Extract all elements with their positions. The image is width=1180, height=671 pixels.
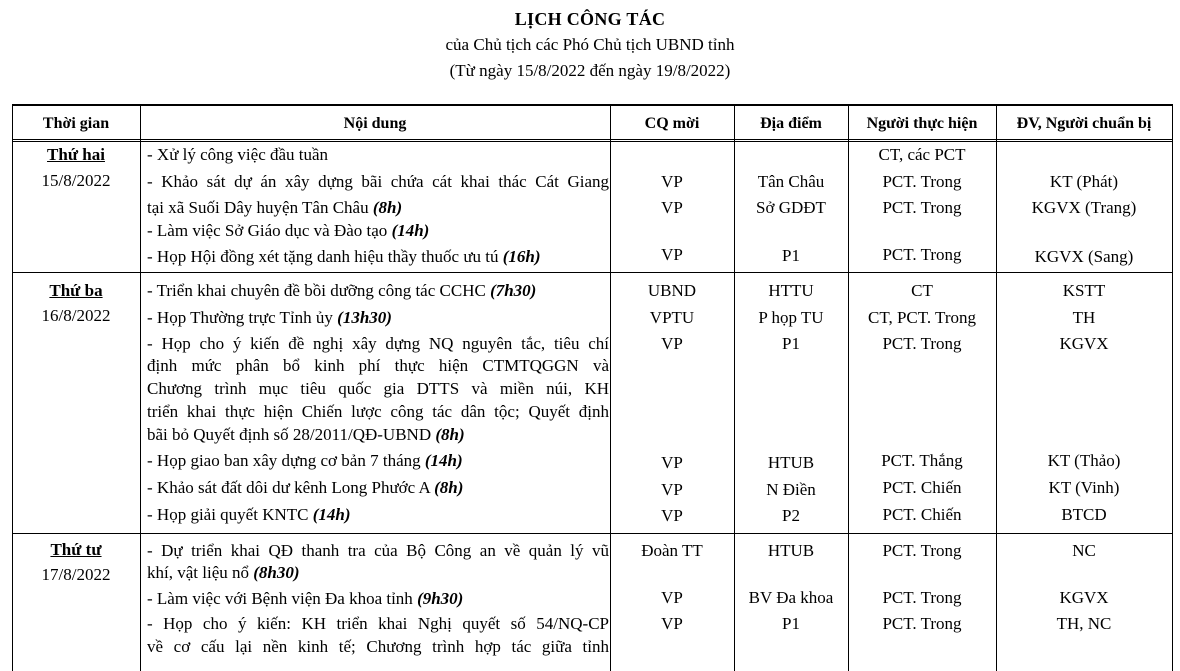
location-cell: P1 (782, 334, 800, 353)
preparer-cell: TH, NC (1056, 614, 1112, 633)
task-time: (8h30) (253, 563, 300, 582)
task-time: (8h) (434, 478, 464, 497)
task-text: - Triển khai chuyên đề bồi dưỡng công tác CCHC (147, 281, 486, 300)
executor-cell: PCT. Trong (882, 198, 962, 217)
header-divider-double (12, 141, 1173, 142)
day-date: 17/8/2022 (41, 565, 111, 584)
agency-cell: VP (661, 453, 683, 472)
task-text: - Họp giao ban xây dựng cơ bản 7 tháng (147, 451, 421, 470)
column-header-preparer: ĐV, Người chuẩn bị (1016, 115, 1152, 132)
location-cell: P1 (782, 614, 800, 633)
executor-cell: PCT. Chiến (882, 478, 962, 497)
task-item (147, 450, 609, 472)
task-item-continued (147, 197, 609, 219)
table-border-top (12, 104, 1173, 106)
preparer-cell: KT (Phát) (1049, 172, 1119, 191)
executor-cell: PCT. Trong (882, 334, 962, 353)
column-line (140, 104, 141, 671)
task-time: (7h30) (490, 281, 537, 300)
day-name: Thứ ba (49, 281, 103, 300)
task-text: tại xã Suối Dây huyện Tân Châu (147, 198, 369, 217)
task-item (147, 246, 609, 268)
task-item (147, 477, 609, 499)
task-item-continued (147, 562, 609, 584)
task-time: (13h30) (337, 308, 392, 327)
preparer-cell: KSTT (1062, 281, 1106, 300)
executor-cell: PCT. Trong (882, 614, 962, 633)
executor-cell: CT, các PCT (878, 145, 966, 164)
task-time: (14h) (391, 221, 430, 240)
day-divider (12, 533, 1173, 534)
task-item (147, 307, 609, 329)
executor-cell: PCT. Trong (882, 541, 962, 560)
task-text: khí, vật liệu nổ (147, 563, 249, 582)
preparer-cell: NC (1072, 541, 1096, 560)
agency-cell: VP (661, 198, 683, 217)
location-cell: BV Đa khoa (748, 588, 834, 607)
column-header-time: Thời gian (42, 115, 110, 132)
task-time: (8h) (372, 198, 403, 217)
task-time: (8h) (435, 425, 465, 444)
day-date: 16/8/2022 (41, 306, 111, 325)
day-date: 15/8/2022 (41, 171, 111, 190)
executor-cell: PCT. Thắng (881, 451, 963, 470)
date-range: (Từ ngày 15/8/2022 đến ngày 19/8/2022) (449, 61, 731, 80)
executor-cell: PCT. Trong (882, 588, 962, 607)
day-name: Thứ hai (47, 145, 105, 164)
executor-cell: PCT. Chiến (882, 505, 962, 524)
agency-cell: VP (661, 334, 683, 353)
preparer-cell: KGVX (Sang) (1034, 247, 1134, 266)
task-item: - Xử lý công việc đầu tuần (147, 145, 329, 164)
task-text: - Họp Thường trực Tỉnh ủy (147, 308, 333, 327)
task-item (147, 504, 609, 526)
agency-cell: VP (661, 614, 683, 633)
task-text: - Họp giải quyết KNTC (147, 505, 309, 524)
agency-cell: VP (661, 172, 683, 191)
executor-cell: PCT. Trong (882, 245, 962, 264)
preparer-cell: BTCD (1061, 505, 1107, 524)
task-item-continued: định mức phân bổ kinh phí thực hiện CTMTQGGN và (147, 356, 609, 375)
task-item-continued: triển khai thực hiện Chiến lược công tác dân tộc; Quyết định (147, 402, 609, 421)
task-text: - Khảo sát đất dôi dư kênh Long Phước A (147, 478, 430, 497)
column-header-content: Nội dung (343, 115, 407, 132)
location-cell: HTUB (767, 541, 815, 560)
preparer-cell: TH (1072, 308, 1096, 327)
agency-cell: VP (661, 480, 683, 499)
task-item-continued: về cơ cấu lại nền kinh tế; Chương trình hợp tác giữa tỉnh (147, 637, 609, 656)
location-cell: P1 (782, 246, 800, 265)
location-cell: HTTU (768, 281, 814, 300)
task-text: bãi bỏ Quyết định số 28/2011/QĐ-UBND (147, 425, 432, 444)
location-cell: Sở GDĐT (756, 198, 826, 217)
task-item (147, 280, 609, 302)
location-cell: P2 (782, 506, 800, 525)
task-item: - Dự triển khai QĐ thanh tra của Bộ Công an về quản lý vũ (147, 541, 609, 560)
task-text: - Làm việc với Bệnh viện Đa khoa tỉnh (147, 589, 413, 608)
agency-cell: VP (661, 506, 683, 525)
task-time: (16h) (502, 247, 541, 266)
task-item-continued (147, 424, 609, 446)
preparer-cell: KGVX (1059, 334, 1109, 353)
location-cell: HTUB (767, 453, 815, 472)
task-item (147, 588, 609, 610)
day-divider (12, 272, 1173, 273)
preparer-cell: KGVX (Trang) (1031, 198, 1137, 217)
day-name: Thứ tư (50, 540, 102, 559)
task-text: - Làm việc Sở Giáo dục và Đào tạo (147, 221, 388, 240)
column-line (1172, 104, 1173, 671)
location-cell: N Điền (766, 480, 816, 499)
task-item: - Khảo sát dự án xây dựng bãi chứa cát khai thác Cát Giang (147, 172, 609, 191)
column-header-executor: Người thực hiện (866, 115, 978, 132)
executor-cell: PCT. Trong (882, 172, 962, 191)
agency-cell: VPTU (649, 308, 695, 327)
task-item: - Họp cho ý kiến: KH triển khai Nghị quyết số 54/NQ-CP (147, 614, 609, 633)
task-text: - Họp Hội đồng xét tặng danh hiệu thầy thuốc ưu tú (147, 247, 499, 266)
executor-cell: CT (911, 281, 933, 300)
preparer-cell: KT (Vinh) (1048, 478, 1120, 497)
preparer-cell: KGVX (1059, 588, 1109, 607)
document-subtitle: của Chủ tịch các Phó Chủ tịch UBND tỉnh (445, 35, 735, 54)
preparer-cell: KT (Thảo) (1047, 451, 1121, 470)
task-time: (9h30) (417, 589, 464, 608)
task-item (147, 220, 609, 242)
agency-cell: VP (661, 245, 683, 264)
executor-cell: CT, PCT. Trong (867, 308, 977, 327)
location-cell: P họp TU (758, 308, 824, 327)
agency-cell: Đoàn TT (641, 541, 703, 560)
task-time: (14h) (312, 505, 351, 524)
location-cell: Tân Châu (757, 172, 825, 191)
task-item: - Họp cho ý kiến đề nghị xây dựng NQ nguyên tắc, tiêu chí (147, 334, 609, 353)
column-header-inviting-agency: CQ mời (644, 115, 700, 132)
column-header-location: Địa điểm (760, 115, 822, 132)
task-item-continued: Chương trình mục tiêu quốc gia DTTS và miền núi, KH (147, 379, 609, 398)
task-time: (14h) (424, 451, 463, 470)
agency-cell: VP (661, 588, 683, 607)
agency-cell: UBND (647, 281, 697, 300)
header-divider (12, 139, 1173, 140)
document-title: LỊCH CÔNG TÁC (514, 9, 666, 29)
